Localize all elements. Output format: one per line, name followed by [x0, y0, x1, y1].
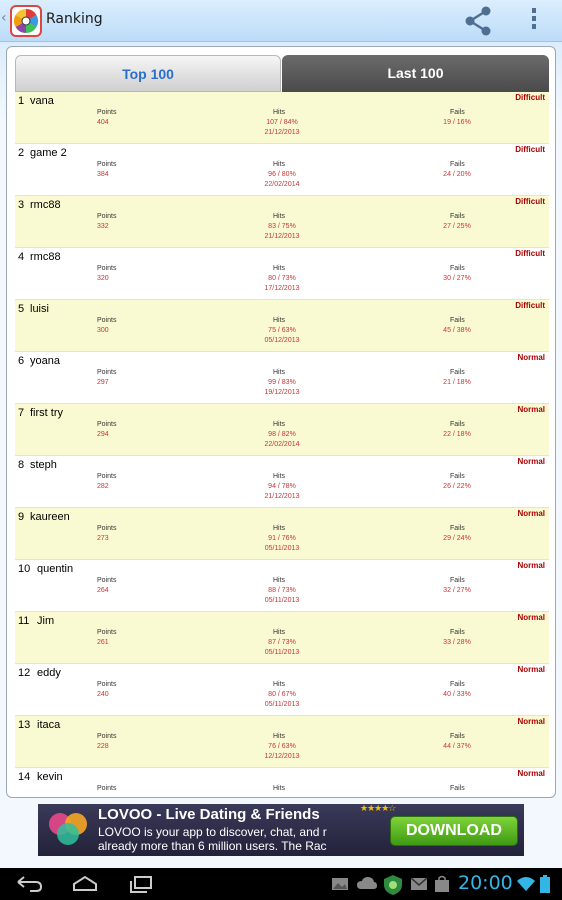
security-shield-icon — [382, 874, 404, 896]
back-icon[interactable] — [14, 874, 44, 894]
shop-bag-icon — [433, 874, 451, 894]
ranking-row[interactable] — [15, 92, 549, 144]
player-name: game 2 — [30, 147, 67, 159]
player-name: steph — [30, 459, 57, 471]
rank-number: 8 — [18, 459, 25, 471]
rank-number: 5 — [18, 303, 25, 315]
hits-value: 80 / 67% — [268, 691, 296, 698]
fails-label: Fails — [450, 785, 465, 792]
difficulty-level: Difficult — [515, 93, 545, 102]
game-date: 22/02/2014 — [264, 181, 300, 188]
player-name: Jim — [37, 615, 55, 627]
ranking-row[interactable] — [15, 196, 549, 248]
status-clock: 20:00 — [458, 872, 513, 894]
player-name: kevin — [37, 771, 63, 783]
points-value: 297 — [97, 379, 109, 386]
difficulty-level: Normal — [517, 613, 545, 622]
ad-download-button[interactable]: DOWNLOAD — [390, 816, 518, 846]
fails-value: 33 / 28% — [443, 639, 471, 646]
ranking-list[interactable] — [15, 92, 549, 792]
ad-title: LOVOO - Live Dating & Friends — [98, 806, 320, 823]
hits-label: Hits — [273, 317, 286, 324]
ranking-row[interactable] — [15, 404, 549, 456]
ranking-row[interactable] — [15, 456, 549, 508]
hits-label: Hits — [273, 525, 286, 532]
ranking-row[interactable] — [15, 508, 549, 560]
battery-icon — [539, 874, 551, 894]
points-label: Points — [97, 265, 117, 272]
hits-value: 87 / 73% — [268, 639, 296, 646]
fails-value: 26 / 22% — [443, 483, 471, 490]
game-date: 19/12/2013 — [264, 389, 300, 396]
player-name: rmc88 — [30, 199, 61, 211]
points-label: Points — [97, 629, 117, 636]
fails-label: Fails — [450, 629, 465, 636]
rank-number: 6 — [18, 355, 25, 367]
difficulty-level: Normal — [517, 717, 545, 726]
player-name: eddy — [37, 667, 61, 679]
ad-rating-stars: ★★★★☆ — [360, 804, 396, 814]
fails-value: 40 / 33% — [443, 691, 471, 698]
game-date: 12/12/2013 — [264, 753, 300, 760]
points-label: Points — [97, 733, 117, 740]
game-date: 05/11/2013 — [264, 545, 300, 552]
game-date: 22/02/2014 — [264, 441, 300, 448]
points-value: 240 — [97, 691, 109, 698]
overflow-menu-icon[interactable] — [528, 6, 540, 36]
hits-value: 99 / 83% — [268, 379, 296, 386]
fails-value: 30 / 27% — [443, 275, 471, 282]
points-value: 294 — [97, 431, 109, 438]
points-label: Points — [97, 317, 117, 324]
player-name: first try — [30, 407, 63, 419]
player-name: yoana — [30, 355, 60, 367]
fails-value: 27 / 25% — [443, 223, 471, 230]
rank-number: 14 — [18, 771, 31, 783]
hits-value: 98 / 82% — [268, 431, 296, 438]
player-name: quentin — [37, 563, 74, 575]
points-label: Points — [97, 473, 117, 480]
difficulty-level: Normal — [517, 353, 545, 362]
rank-number: 1 — [18, 95, 25, 107]
hits-value: 107 / 84% — [266, 119, 298, 126]
cloud-upload-icon — [356, 874, 378, 894]
hits-label: Hits — [273, 629, 286, 636]
fails-label: Fails — [450, 265, 465, 272]
ranking-panel — [6, 46, 556, 798]
player-name: itaca — [37, 719, 61, 731]
difficulty-level: Normal — [517, 561, 545, 570]
game-date: 21/12/2013 — [264, 129, 300, 136]
fails-value: 21 / 18% — [443, 379, 471, 386]
points-label: Points — [97, 525, 117, 532]
rank-number: 9 — [18, 511, 25, 523]
points-value: 320 — [97, 275, 109, 282]
hits-value: 80 / 73% — [268, 275, 296, 282]
game-date: 17/12/2013 — [264, 285, 300, 292]
fails-label: Fails — [450, 161, 465, 168]
ad-description-line-2: already more than 6 million users. The Rac — [98, 839, 327, 853]
points-value: 228 — [97, 743, 109, 750]
points-label: Points — [97, 161, 117, 168]
ranking-row[interactable] — [15, 768, 549, 792]
rank-number: 13 — [18, 719, 31, 731]
tab-last-100[interactable]: Last 100 — [282, 55, 549, 92]
points-label: Points — [97, 213, 117, 220]
difficulty-level: Normal — [517, 405, 545, 414]
up-caret-icon[interactable]: ‹ — [1, 10, 7, 26]
hits-value: 96 / 80% — [268, 171, 296, 178]
hits-value: 76 / 63% — [268, 743, 296, 750]
lovoo-heart-logo-icon — [44, 810, 92, 850]
ad-banner[interactable] — [38, 804, 524, 856]
game-date: 21/12/2013 — [264, 493, 300, 500]
hits-label: Hits — [273, 473, 286, 480]
points-value: 261 — [97, 639, 109, 646]
difficulty-level: Difficult — [515, 301, 545, 310]
fails-value: 24 / 20% — [443, 171, 471, 178]
fails-label: Fails — [450, 577, 465, 584]
ranking-row[interactable] — [15, 612, 549, 664]
hits-label: Hits — [273, 109, 286, 116]
fails-value: 22 / 18% — [443, 431, 471, 438]
fails-label: Fails — [450, 525, 465, 532]
ranking-row[interactable] — [15, 144, 549, 196]
fails-label: Fails — [450, 109, 465, 116]
points-value: 404 — [97, 119, 109, 126]
recent-apps-icon[interactable] — [126, 874, 156, 894]
rank-number: 10 — [18, 563, 31, 575]
fails-label: Fails — [450, 369, 465, 376]
hits-value: 94 / 78% — [268, 483, 296, 490]
points-label: Points — [97, 109, 117, 116]
hits-label: Hits — [273, 161, 286, 168]
fails-label: Fails — [450, 421, 465, 428]
hits-value: 83 / 75% — [268, 223, 296, 230]
wifi-icon — [516, 874, 536, 894]
points-value: 282 — [97, 483, 109, 490]
player-name: rmc88 — [30, 251, 61, 263]
gmail-icon — [410, 874, 428, 894]
hits-label: Hits — [273, 785, 286, 792]
hits-value: 88 / 73% — [268, 587, 296, 594]
hits-label: Hits — [273, 681, 286, 688]
points-value: 273 — [97, 535, 109, 542]
gallery-notification-icon — [330, 874, 350, 894]
points-label: Points — [97, 369, 117, 376]
difficulty-level: Normal — [517, 509, 545, 518]
game-date: 05/12/2013 — [264, 337, 300, 344]
points-label: Points — [97, 421, 117, 428]
rank-number: 7 — [18, 407, 25, 419]
hits-label: Hits — [273, 369, 286, 376]
player-name: vana — [30, 95, 54, 107]
points-value: 384 — [97, 171, 109, 178]
ranking-row[interactable] — [15, 300, 549, 352]
ranking-row[interactable] — [15, 664, 549, 716]
rank-number: 4 — [18, 251, 25, 263]
rank-number: 11 — [18, 615, 30, 627]
difficulty-level: Normal — [517, 665, 545, 674]
ranking-row[interactable] — [15, 560, 549, 612]
points-label: Points — [97, 681, 117, 688]
difficulty-level: Difficult — [515, 197, 545, 206]
home-icon[interactable] — [70, 874, 100, 894]
difficulty-level: Difficult — [515, 249, 545, 258]
difficulty-level: Difficult — [515, 145, 545, 154]
fails-label: Fails — [450, 681, 465, 688]
player-name: luisi — [30, 303, 49, 315]
game-date: 05/11/2013 — [264, 649, 300, 656]
fails-value: 45 / 38% — [443, 327, 471, 334]
game-date: 21/12/2013 — [264, 233, 300, 240]
ad-description-line-1: LOVOO is your app to discover, chat, and r — [98, 825, 327, 839]
hits-label: Hits — [273, 265, 286, 272]
fails-value: 32 / 27% — [443, 587, 471, 594]
game-date: 05/11/2013 — [264, 701, 300, 708]
fails-value: 44 / 37% — [443, 743, 471, 750]
ranking-row[interactable] — [15, 352, 549, 404]
rank-number: 2 — [18, 147, 25, 159]
points-value: 264 — [97, 587, 109, 594]
tab-top-100[interactable]: Top 100 — [15, 55, 281, 92]
fails-label: Fails — [450, 733, 465, 740]
hits-value: 75 / 63% — [268, 327, 296, 334]
rank-number: 12 — [18, 667, 31, 679]
points-label: Points — [97, 785, 117, 792]
tab-bar — [15, 55, 549, 92]
points-label: Points — [97, 577, 117, 584]
rank-number: 3 — [18, 199, 25, 211]
hits-label: Hits — [273, 213, 286, 220]
difficulty-level: Normal — [517, 457, 545, 466]
points-value: 332 — [97, 223, 109, 230]
hits-label: Hits — [273, 733, 286, 740]
fails-label: Fails — [450, 213, 465, 220]
fails-label: Fails — [450, 473, 465, 480]
share-icon[interactable] — [460, 3, 496, 39]
app-logo-icon[interactable] — [10, 5, 42, 37]
hits-value: 91 / 76% — [268, 535, 296, 542]
roulette-wheel-icon — [12, 7, 40, 35]
player-name: kaureen — [30, 511, 70, 523]
ranking-row[interactable] — [15, 716, 549, 768]
action-bar — [0, 0, 562, 42]
ranking-row[interactable] — [15, 248, 549, 300]
page-title: Ranking — [46, 11, 103, 27]
fails-value: 29 / 24% — [443, 535, 471, 542]
hits-label: Hits — [273, 421, 286, 428]
fails-value: 19 / 16% — [443, 119, 471, 126]
system-nav-bar — [0, 868, 562, 900]
difficulty-level: Normal — [517, 769, 545, 778]
hits-label: Hits — [273, 577, 286, 584]
fails-label: Fails — [450, 317, 465, 324]
game-date: 05/11/2013 — [264, 597, 300, 604]
points-value: 300 — [97, 327, 109, 334]
